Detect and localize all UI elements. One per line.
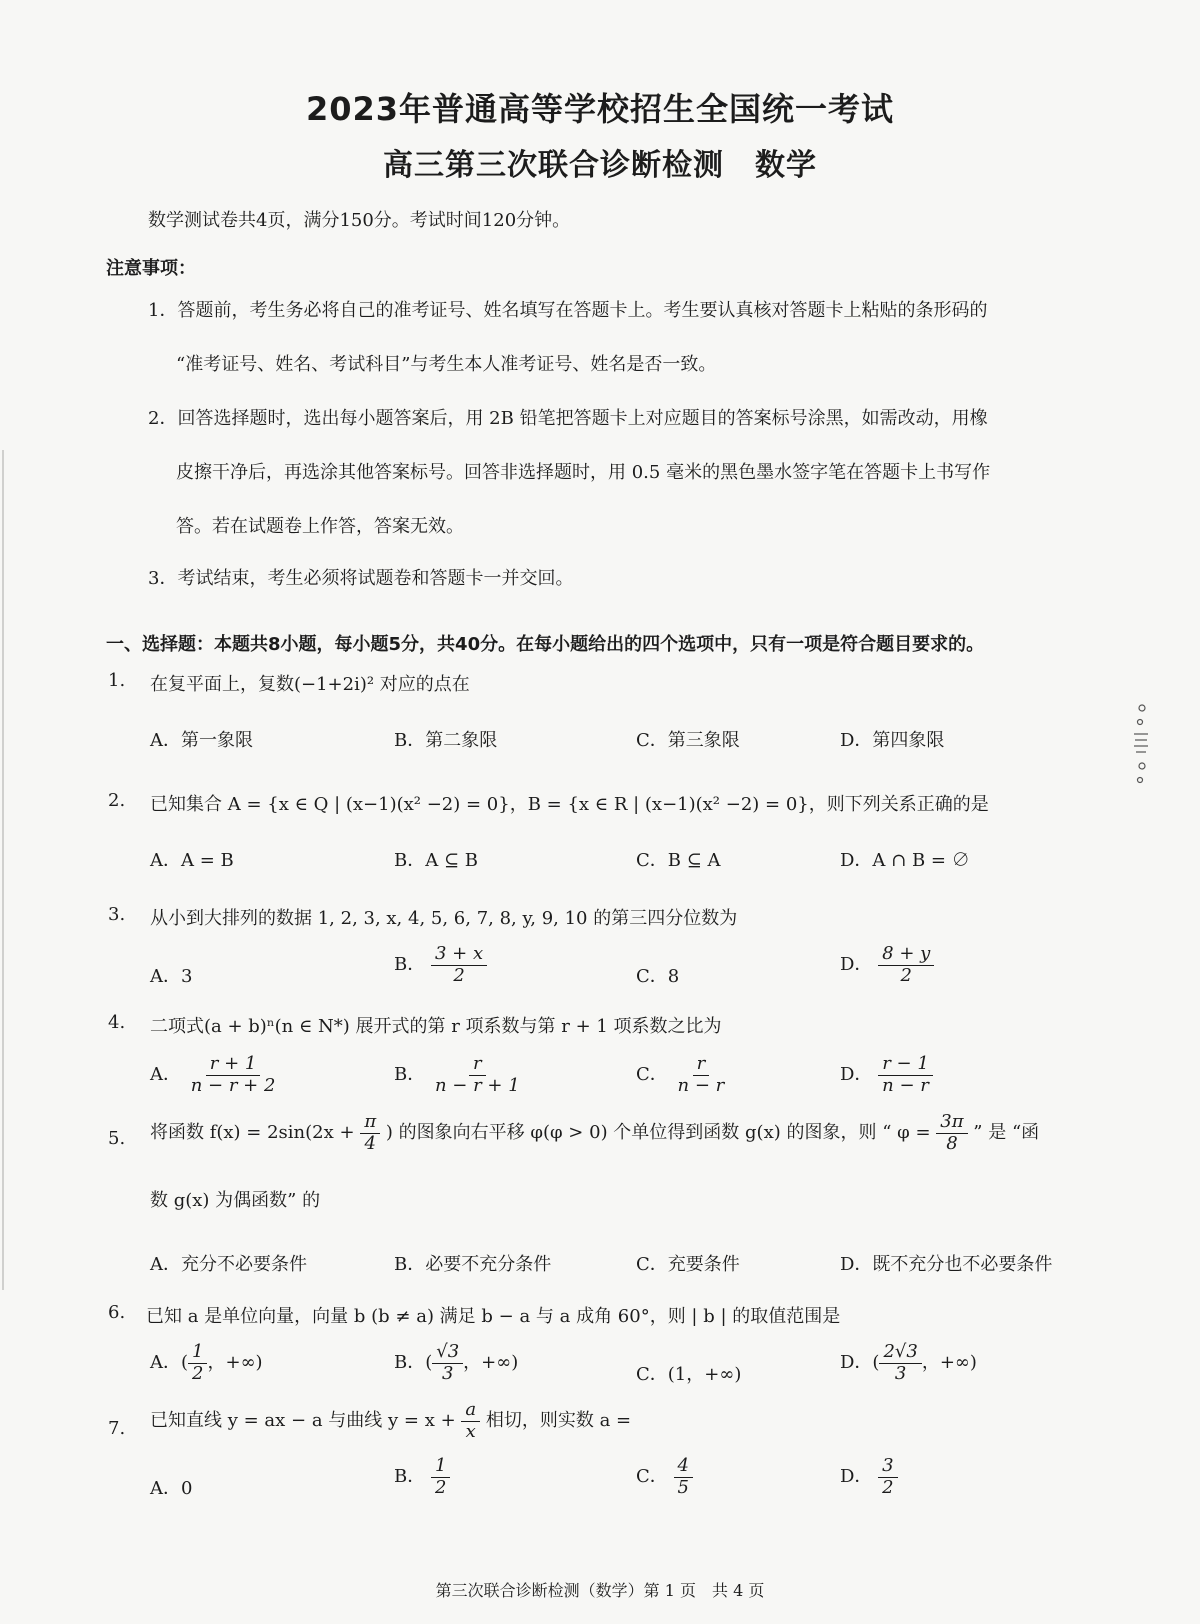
fraction-numerator: 3 + x [431, 944, 487, 966]
fraction [432, 1342, 463, 1384]
fraction-numerator: √3 [432, 1342, 463, 1364]
fraction [878, 1456, 897, 1498]
fraction-denominator: 8 [946, 1132, 958, 1154]
question-4-option-a [150, 1054, 279, 1096]
fraction-denominator: 2 [192, 1362, 204, 1384]
option-label: A．( [150, 1352, 189, 1374]
question-3-option-b [394, 944, 487, 986]
fraction [674, 1054, 729, 1096]
question-2-number: 2. [108, 790, 126, 811]
question-1-option-b: B．第二象限 [394, 730, 498, 751]
question-2-stem: 已知集合 A = {x ∈ Q | (x−1)(x² −2) = 0}，B = {x ∈ R | (x−1)(x² −2) = 0}，则下列关系正确的是 [150, 794, 989, 815]
exam-subtitle: 高三第三次联合诊断检测 数学 [383, 148, 817, 183]
question-5-number: 5. [108, 1128, 126, 1149]
option-label: B． [394, 954, 426, 976]
question-3-stem: 从小到大排列的数据 1, 2, 3, x, 4, 5, 6, 7, 8, y, 9, 10 的第三四分位数为 [150, 908, 738, 929]
fraction [188, 1342, 207, 1384]
fraction-denominator: n − r [882, 1074, 929, 1096]
notice-heading: 注意事项： [106, 258, 196, 279]
fraction-numerator: 2√3 [879, 1342, 921, 1364]
fraction [879, 1342, 921, 1384]
option-label: D． [840, 1466, 873, 1488]
fraction-denominator: 2 [900, 964, 912, 986]
question-5-option-d: D．既不充分也不必要条件 [840, 1254, 1053, 1275]
question-6-option-c: C．(1，+∞) [636, 1364, 742, 1385]
fraction-denominator: n − r [677, 1074, 725, 1096]
fraction-numerator: r − 1 [878, 1054, 933, 1076]
fraction-denominator: n − r + 1 [434, 1074, 520, 1096]
exam-intro: 数学测试卷共4页，满分150分。考试时间120分钟。 [148, 210, 571, 231]
option-tail: ，+∞) [921, 1352, 977, 1374]
binding-hole-mark-icon [1130, 700, 1152, 790]
fraction [674, 1456, 693, 1498]
question-6-option-d [840, 1342, 977, 1384]
fraction-denominator: 4 [364, 1132, 376, 1154]
fraction-numerator: a [461, 1400, 480, 1422]
question-2-option-a: A．A = B [150, 850, 234, 871]
question-4-stem: 二项式(a + b)ⁿ(n ∈ N*) 展开式的第 r 项系数与第 r + 1 项系数之比为 [150, 1016, 722, 1037]
question-1-stem: 在复平面上，复数(−1+2i)² 对应的点在 [150, 674, 470, 695]
stem-part: ) 的图象向右平移 φ(φ > 0) 个单位得到函数 g(x) 的图象，则 “ φ = [385, 1122, 931, 1144]
option-label: D．( [840, 1352, 880, 1374]
section-heading: 一、选择题：本题共8小题，每小题5分，共40分。在每小题给出的四个选项中，只有一项是符合题目要求的。 [106, 634, 985, 655]
exam-title: 2023年普通高等学校招生全国统一考试 [305, 90, 895, 128]
question-7-option-a: A．0 [150, 1478, 193, 1499]
question-2-option-c: C．B ⊆ A [636, 850, 721, 871]
question-7-option-c [636, 1456, 693, 1498]
fraction-denominator: 2 [882, 1476, 894, 1498]
question-3-option-a: A．3 [150, 966, 193, 987]
stem-part: 相切，则实数 a = [485, 1410, 632, 1432]
option-label: C． [636, 1064, 668, 1086]
question-1-option-c: C．第三象限 [636, 730, 740, 751]
option-label: B．( [394, 1352, 433, 1374]
fraction [431, 1456, 450, 1498]
question-3-option-d [840, 944, 934, 986]
fraction-denominator: n − r + 2 [190, 1074, 276, 1096]
question-7-stem [150, 1400, 631, 1442]
question-2-option-b: B．A ⊆ B [394, 850, 478, 871]
fraction [878, 944, 934, 986]
question-3-number: 3. [108, 904, 126, 925]
question-5-option-a: A．充分不必要条件 [150, 1254, 307, 1275]
question-7-number: 7. [108, 1418, 126, 1439]
question-4-option-d [840, 1054, 933, 1096]
option-tail: ，+∞) [463, 1352, 519, 1374]
question-7-option-d [840, 1456, 898, 1498]
fraction-numerator: 1 [431, 1456, 450, 1478]
option-tail: ，+∞) [207, 1352, 263, 1374]
question-6-option-b [394, 1342, 518, 1384]
notice-item-2c: 答。若在试题卷上作答，答案无效。 [176, 516, 464, 537]
fraction [360, 1112, 380, 1154]
fraction-denominator: 2 [434, 1476, 447, 1498]
fraction-denominator: 3 [441, 1362, 454, 1384]
fraction-numerator: 3 [878, 1456, 897, 1478]
question-5-option-b: B．必要不充分条件 [394, 1254, 552, 1275]
fraction-numerator: r [693, 1054, 710, 1076]
fraction-numerator: 1 [188, 1342, 207, 1364]
question-5-stem-line1 [150, 1112, 1039, 1154]
question-3-option-c: C．8 [636, 966, 680, 987]
question-6-number: 6. [108, 1302, 126, 1323]
fraction [187, 1054, 280, 1096]
scan-edge-line [2, 450, 4, 1290]
question-4-number: 4. [108, 1012, 126, 1033]
notice-item-2a: 2．回答选择题时，选出每小题答案后，用 2B 铅笔把答题卡上对应题目的答案标号涂黑，如需改动，用橡 [148, 408, 988, 429]
fraction-numerator: r + 1 [206, 1054, 261, 1076]
fraction-denominator: 3 [894, 1362, 907, 1384]
question-1-number: 1. [108, 670, 126, 691]
stem-part: 将函数 f(x) = 2sin(2x + [150, 1122, 355, 1144]
fraction [431, 1054, 524, 1096]
question-6-stem: 已知 a 是单位向量，向量 b (b ≠ a) 满足 b − a 与 a 成角 60°，则 | b | 的取值范围是 [146, 1306, 841, 1327]
fraction-numerator: π [360, 1112, 380, 1134]
page-footer: 第三次联合诊断检测（数学）第 1 页 共 4 页 [435, 1581, 765, 1600]
fraction-numerator: 4 [674, 1456, 693, 1478]
question-1-option-a: A．第一象限 [150, 730, 253, 751]
fraction-numerator: r [469, 1054, 486, 1076]
question-7-option-b [394, 1456, 450, 1498]
fraction [431, 944, 487, 986]
notice-item-1b: “准考证号、姓名、考试科目”与考生本人准考证号、姓名是否一致。 [176, 354, 717, 375]
fraction-denominator: 2 [453, 964, 465, 986]
stem-part: ” 是 “函 [973, 1122, 1040, 1144]
fraction-denominator: x [465, 1420, 476, 1442]
option-label: A． [150, 1064, 181, 1086]
option-label: C． [636, 1466, 668, 1488]
question-1-option-d: D．第四象限 [840, 730, 945, 751]
fraction [461, 1400, 480, 1442]
fraction [936, 1112, 967, 1154]
notice-item-1a: 1．答题前，考生务必将自己的准考证号、姓名填写在答题卡上。考生要认真核对答题卡上粘贴的条形码的 [148, 300, 988, 321]
question-5-option-c: C．充要条件 [636, 1254, 740, 1275]
fraction-denominator: 5 [677, 1476, 689, 1498]
question-5-stem-line2: 数 g(x) 为偶函数” 的 [150, 1190, 321, 1211]
notice-item-2b: 皮擦干净后，再选涂其他答案标号。回答非选择题时，用 0.5 毫米的黑色墨水签字笔在答题卡上书写作 [176, 462, 991, 483]
fraction [878, 1054, 933, 1096]
question-6-option-a [150, 1342, 263, 1384]
notice-item-3: 3．考试结束，考生必须将试题卷和答题卡一并交回。 [148, 568, 574, 589]
fraction-numerator: 8 + y [878, 944, 934, 966]
option-label: B． [394, 1466, 426, 1488]
stem-part: 已知直线 y = ax − a 与曲线 y = x + [150, 1410, 456, 1432]
option-label: B． [394, 1064, 426, 1086]
option-label: D． [840, 1064, 873, 1086]
fraction-numerator: 3π [936, 1112, 967, 1134]
question-4-option-b [394, 1054, 524, 1096]
option-label: D． [840, 954, 873, 976]
question-2-option-d: D．A ∩ B = ∅ [840, 850, 970, 871]
question-4-option-c [636, 1054, 728, 1096]
